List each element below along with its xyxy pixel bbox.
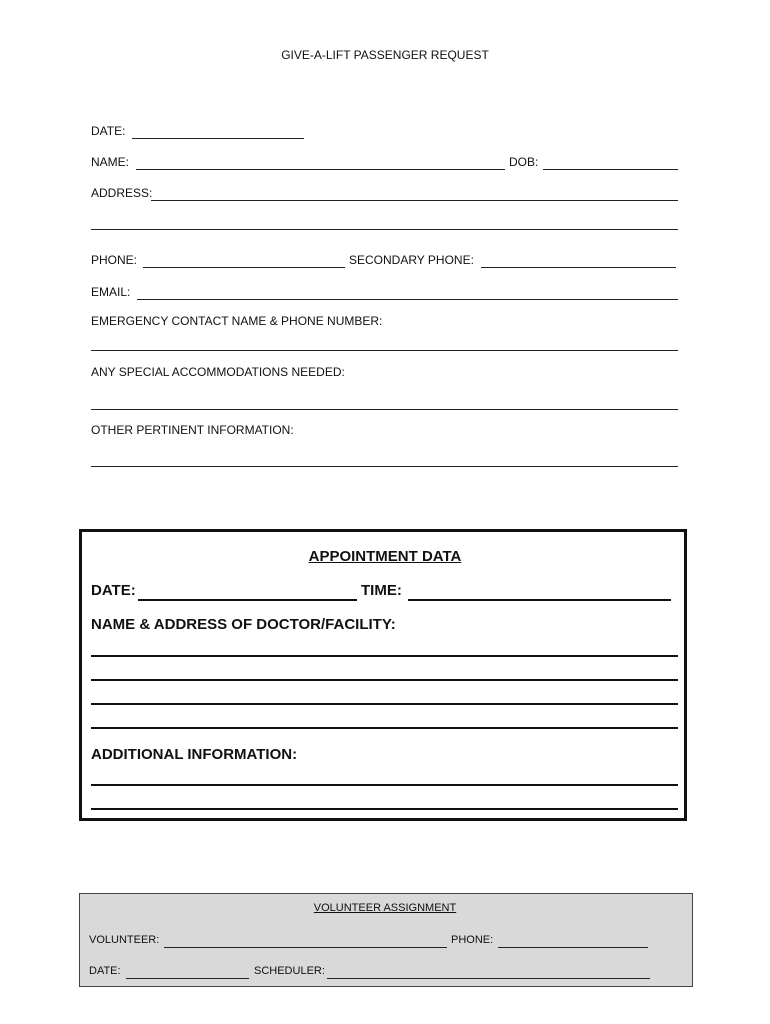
appointment-box [79, 529, 687, 821]
phone-label: PHONE: [91, 253, 138, 267]
email-label: EMAIL: [91, 285, 131, 299]
volunteer-phone-field[interactable] [498, 947, 648, 948]
appointment-heading: APPOINTMENT DATA [308, 548, 462, 565]
appointment-heading-wrap [0, 548, 770, 565]
address-label: ADDRESS: [91, 186, 153, 200]
doctor-facility-line-1[interactable] [91, 655, 678, 657]
date-field[interactable] [132, 138, 304, 139]
volunteer-date-field[interactable] [126, 978, 249, 979]
scheduler-field[interactable] [327, 978, 650, 979]
name-field[interactable] [136, 169, 505, 170]
volunteer-heading: VOLUNTEER ASSIGNMENT [313, 902, 457, 914]
dob-label: DOB: [509, 155, 539, 169]
volunteer-heading-wrap [0, 902, 770, 914]
volunteer-label: VOLUNTEER: [89, 934, 160, 946]
secondary-phone-label: SECONDARY PHONE: [349, 253, 474, 267]
doctor-facility-line-4[interactable] [91, 727, 678, 729]
doctor-facility-label: NAME & ADDRESS OF DOCTOR/FACILITY: [91, 616, 396, 633]
scheduler-label: SCHEDULER: [254, 965, 325, 977]
accommodations-label: ANY SPECIAL ACCOMMODATIONS NEEDED: [91, 365, 345, 379]
volunteer-field[interactable] [164, 947, 447, 948]
other-info-field[interactable] [91, 466, 678, 467]
additional-info-label: ADDITIONAL INFORMATION: [91, 746, 298, 763]
form-title: GIVE-A-LIFT PASSENGER REQUEST [281, 48, 489, 62]
address-field[interactable] [151, 200, 678, 201]
address-field-line-2[interactable] [91, 229, 678, 230]
appointment-time-field[interactable] [408, 599, 671, 601]
date-label: DATE: [91, 124, 126, 138]
emergency-contact-field[interactable] [91, 350, 678, 351]
appointment-date-label: DATE: [91, 582, 136, 599]
doctor-facility-line-3[interactable] [91, 703, 678, 705]
accommodations-field[interactable] [91, 409, 678, 410]
appointment-date-field[interactable] [138, 599, 357, 601]
doctor-facility-line-2[interactable] [91, 679, 678, 681]
other-info-label: OTHER PERTINENT INFORMATION: [91, 423, 294, 437]
emergency-contact-label: EMERGENCY CONTACT NAME & PHONE NUMBER: [91, 314, 383, 328]
phone-field[interactable] [143, 267, 345, 268]
dob-field[interactable] [543, 169, 678, 170]
volunteer-date-label: DATE: [89, 965, 121, 977]
name-label: NAME: [91, 155, 130, 169]
email-field[interactable] [137, 299, 678, 300]
volunteer-phone-label: PHONE: [451, 934, 494, 946]
appointment-time-label: TIME: [361, 582, 402, 599]
additional-info-line-2[interactable] [91, 808, 678, 810]
additional-info-line-1[interactable] [91, 784, 678, 786]
secondary-phone-field[interactable] [481, 267, 676, 268]
